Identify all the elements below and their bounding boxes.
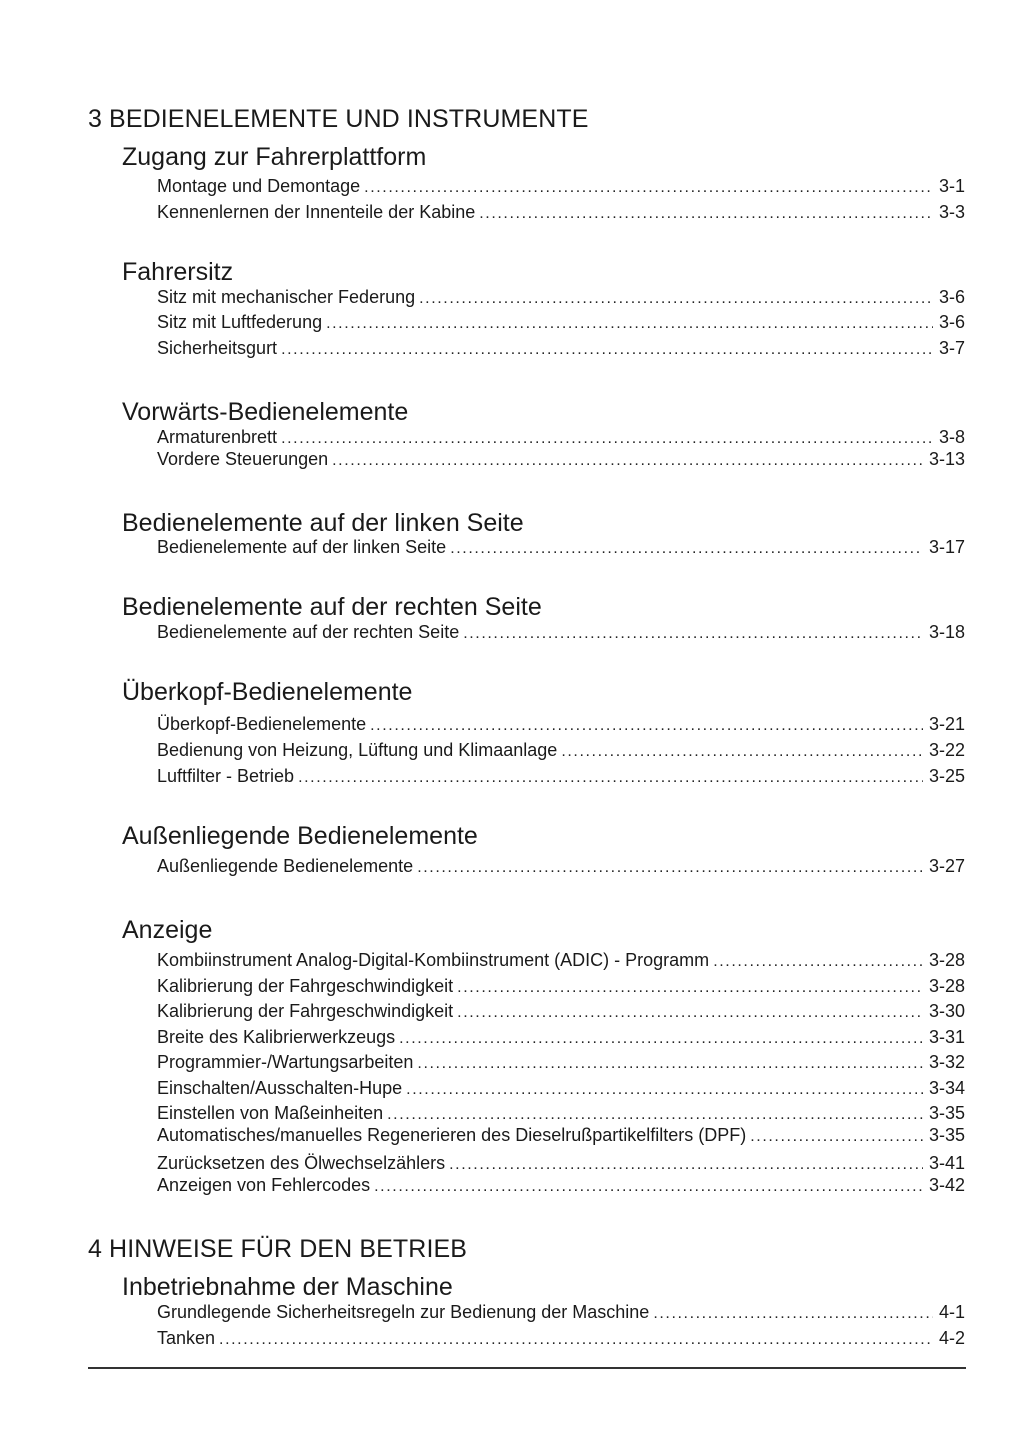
toc-entry[interactable] (157, 537, 965, 559)
toc-entry-page: 3-3 (938, 202, 965, 222)
section-title: Überkopf-Bedienelemente (122, 678, 413, 706)
toc-entry-text: Sitz mit Luftfederung (157, 312, 323, 332)
section-title: Außenliegende Bedienelemente (122, 822, 478, 850)
toc-entry[interactable] (157, 202, 965, 224)
toc-entry-page: 3-35 (928, 1125, 965, 1145)
toc-entry-page: 3-27 (928, 856, 965, 876)
leader-dots (750, 1128, 923, 1146)
toc-entry-text: Vordere Steuerungen (157, 449, 329, 469)
toc-entry[interactable] (157, 1302, 965, 1324)
leader-dots (406, 1081, 923, 1099)
section-title: Zugang zur Fahrerplattform (122, 143, 427, 171)
toc-entry[interactable] (157, 287, 965, 309)
toc-entry[interactable] (157, 1052, 965, 1074)
toc-entry-page: 3-30 (928, 1001, 965, 1021)
toc-entry-text: Einstellen von Maßeinheiten (157, 1103, 384, 1123)
toc-entry[interactable] (157, 1001, 965, 1023)
leader-dots (417, 1055, 923, 1073)
leader-dots (457, 979, 923, 997)
leader-dots (419, 290, 933, 308)
toc-entry[interactable] (157, 1078, 965, 1100)
leader-dots (457, 1004, 923, 1022)
toc-entry[interactable] (157, 427, 965, 449)
leader-dots (326, 315, 933, 333)
leader-dots (332, 452, 923, 470)
leader-dots (417, 859, 923, 877)
leader-dots (387, 1106, 923, 1124)
toc-entry-text: Außenliegende Bedienelemente (157, 856, 414, 876)
leader-dots (219, 1331, 933, 1349)
leader-dots (713, 953, 923, 971)
toc-entry-text: Kalibrierung der Fahrgeschwindigkeit (157, 1001, 454, 1021)
toc-entry-text: Überkopf-Bedienelemente (157, 714, 367, 734)
leader-dots (281, 430, 933, 448)
toc-entry[interactable] (157, 976, 965, 998)
toc-entry[interactable] (157, 740, 965, 762)
toc-entry-text: Bedienelemente auf der linken Seite (157, 537, 447, 557)
toc-entry[interactable] (157, 714, 965, 736)
toc-entry-text: Sicherheitsgurt (157, 338, 278, 358)
toc-entry-page: 3-31 (928, 1027, 965, 1047)
toc-entry-text: Kalibrierung der Fahrgeschwindigkeit (157, 976, 454, 996)
toc-entry-page: 3-35 (928, 1103, 965, 1123)
toc-entry-page: 3-25 (928, 766, 965, 786)
toc-entry-text: Armaturenbrett (157, 427, 278, 447)
section-title: Vorwärts-Bedienelemente (122, 398, 409, 426)
toc-entry[interactable] (157, 312, 965, 334)
toc-entry-page: 3-6 (938, 312, 965, 332)
toc-entry-text: Grundlegende Sicherheitsregeln zur Bedienung der Maschine (157, 1302, 650, 1322)
toc-entry-text: Montage und Demontage (157, 176, 361, 196)
leader-dots (561, 743, 923, 761)
section-title: Bedienelemente auf der rechten Seite (122, 593, 542, 621)
toc-entry[interactable] (157, 1125, 965, 1147)
toc-entry-text: Zurücksetzen des Ölwechselzählers (157, 1153, 446, 1173)
toc-entry-page: 3-28 (928, 976, 965, 996)
leader-dots (298, 769, 923, 787)
toc-entry-page: 3-1 (938, 176, 965, 196)
toc-entry-page: 3-28 (928, 950, 965, 970)
toc-entry[interactable] (157, 1153, 965, 1175)
toc-entry-text: Luftfilter - Betrieb (157, 766, 295, 786)
leader-dots (374, 1178, 923, 1196)
toc-entry-text: Sitz mit mechanischer Federung (157, 287, 416, 307)
leader-dots (399, 1030, 923, 1048)
toc-entry[interactable] (157, 449, 965, 471)
toc-entry-text: Programmier-/Wartungsarbeiten (157, 1052, 414, 1072)
toc-entry-text: Kombiinstrument Analog-Digital-Kombiinstrument (ADIC) - Programm (157, 950, 710, 970)
leader-dots (449, 1156, 923, 1174)
toc-entry[interactable] (157, 1027, 965, 1049)
leader-dots (364, 179, 933, 197)
section-title: Anzeige (122, 916, 213, 944)
toc-entry-text: Automatisches/manuelles Regenerieren des Dieselrußpartikelfilters (DPF) (157, 1125, 747, 1145)
chapter-4-title: 4 HINWEISE FÜR DEN BETRIEB (88, 1235, 468, 1263)
toc-entry-text: Tanken (157, 1328, 216, 1348)
bottom-rule (88, 1367, 966, 1369)
toc-entry[interactable] (157, 1328, 965, 1350)
toc-entry[interactable] (157, 856, 965, 878)
toc-entry[interactable] (157, 1175, 965, 1197)
toc-entry[interactable] (157, 1103, 965, 1125)
toc-entry-page: 3-13 (928, 449, 965, 469)
leader-dots (653, 1305, 933, 1323)
toc-entry-text: Bedienelemente auf der rechten Seite (157, 622, 460, 642)
toc-entry[interactable] (157, 950, 965, 972)
toc-entry-page: 3-22 (928, 740, 965, 760)
toc-entry-page: 3-17 (928, 537, 965, 557)
toc-entry-text: Kennenlernen der Innenteile der Kabine (157, 202, 476, 222)
toc-entry-text: Anzeigen von Fehlercodes (157, 1175, 371, 1195)
leader-dots (479, 205, 933, 223)
toc-entry-page: 3-32 (928, 1052, 965, 1072)
section-title: Bedienelemente auf der linken Seite (122, 509, 524, 537)
toc-entry-page: 3-6 (938, 287, 965, 307)
leader-dots (450, 540, 923, 558)
chapter-3-title: 3 BEDIENELEMENTE UND INSTRUMENTE (88, 105, 589, 133)
toc-entry[interactable] (157, 622, 965, 644)
leader-dots (370, 717, 923, 735)
leader-dots (281, 341, 933, 359)
toc-entry-page: 3-18 (928, 622, 965, 642)
toc-entry-page: 4-2 (938, 1328, 965, 1348)
toc-entry-page: 3-8 (938, 427, 965, 447)
toc-entry-text: Breite des Kalibrierwerkzeugs (157, 1027, 396, 1047)
leader-dots (463, 625, 923, 643)
section-title: Fahrersitz (122, 258, 234, 286)
toc-entry-page: 3-7 (938, 338, 965, 358)
toc-entry[interactable] (157, 338, 965, 360)
toc-entry[interactable] (157, 176, 965, 198)
section-title: Inbetriebnahme der Maschine (122, 1273, 453, 1301)
toc-entry-page: 4-1 (938, 1302, 965, 1322)
toc-entry-text: Einschalten/Ausschalten-Hupe (157, 1078, 403, 1098)
toc-entry[interactable] (157, 766, 965, 788)
toc-entry-page: 3-42 (928, 1175, 965, 1195)
toc-entry-page: 3-41 (928, 1153, 965, 1173)
toc-entry-page: 3-34 (928, 1078, 965, 1098)
toc-entry-page: 3-21 (928, 714, 965, 734)
toc-entry-text: Bedienung von Heizung, Lüftung und Klimaanlage (157, 740, 558, 760)
